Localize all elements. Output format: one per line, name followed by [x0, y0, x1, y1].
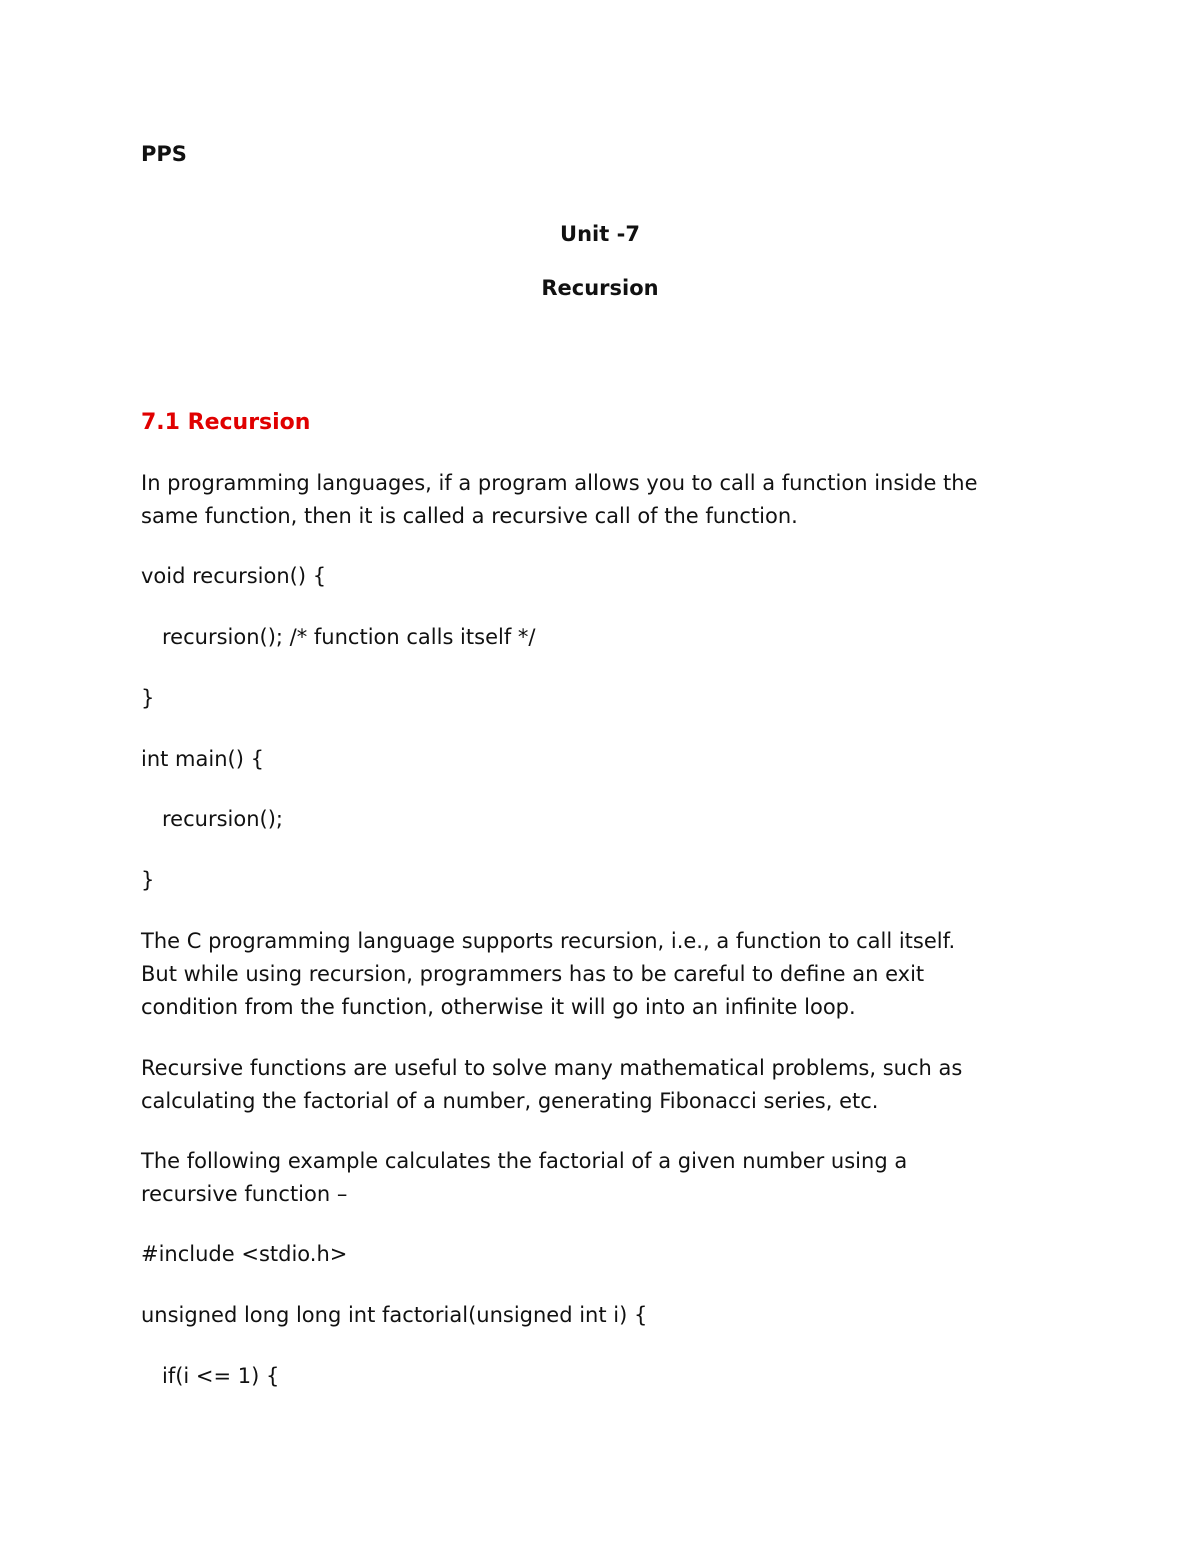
section-heading: 7.1 Recursion	[141, 410, 311, 435]
code-line: recursion(); /* function calls itself */	[162, 625, 536, 649]
code-line: #include <stdio.h>	[141, 1242, 348, 1266]
code-line: }	[141, 868, 155, 892]
code-line: recursion();	[162, 807, 283, 831]
code-line: void recursion() {	[141, 564, 327, 588]
document-header: PPS	[141, 142, 187, 166]
paragraph-recursive-uses: Recursive functions are useful to solve many mathematical problems, such as calculating the factorial of a number, generating Fibonacci series, etc.	[141, 1056, 963, 1113]
code-line: if(i <= 1) {	[162, 1364, 280, 1388]
paragraph-factorial-intro: The following example calculates the factorial of a given number using a recursive function –	[141, 1149, 908, 1206]
unit-title: Unit -7	[560, 222, 640, 246]
intro-paragraph: In programming languages, if a program allows you to call a function inside the same function, then it is called a recursive call of the function.	[141, 471, 978, 528]
code-line: int main() {	[141, 747, 264, 771]
code-line: }	[141, 686, 155, 710]
unit-subtitle: Recursion	[541, 276, 659, 300]
paragraph-recursion-support: The C programming language supports recursion, i.e., a function to call itself. But while using recursion, programmers has to be careful to define an exit condition from the function, otherwise it will go into an infinite loop.	[141, 929, 956, 1019]
code-line: unsigned long long int factorial(unsigned int i) {	[141, 1303, 648, 1327]
